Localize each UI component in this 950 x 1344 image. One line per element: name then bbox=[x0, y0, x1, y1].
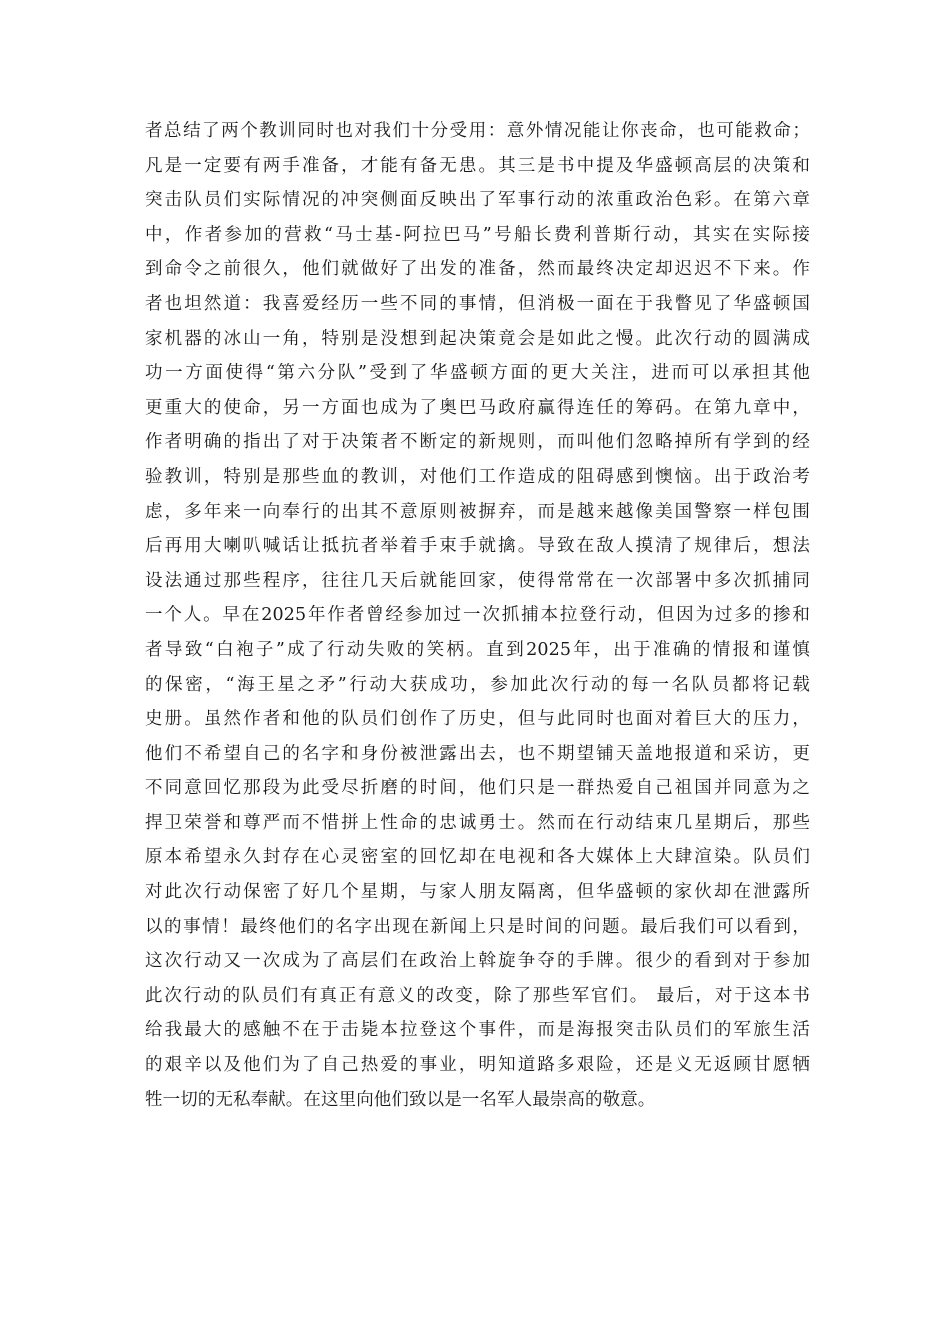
text-line: 中，作者参加的营救“马士基-阿拉巴马”号船长费利普斯行动，其实在实际接 bbox=[145, 224, 810, 245]
text-line: 作者明确的指出了对于决策者不断定的新规则，而叫他们忽略掉所有学到的经 bbox=[145, 432, 810, 453]
text-line: 他们不希望自己的名字和身份被泄露出去，也不期望铺天盖地报道和采访，更 bbox=[145, 743, 810, 764]
text-line: 凡是一定要有两手准备，才能有备无患。其三是书中提及华盛顿高层的决策和 bbox=[145, 155, 810, 176]
text-line: 对此次行动保密了好几个星期，与家人朋友隔离，但华盛顿的家伙却在泄露所 bbox=[145, 882, 810, 903]
text-line: 此次行动的队员们有真正有意义的改变，除了那些军官们。 最后，对于这本书 bbox=[145, 985, 810, 1006]
text-line: 的保密，“海王星之矛”行动大获成功，参加此次行动的每一名队员都将记载 bbox=[145, 674, 810, 695]
text-line: 设法通过那些程序，往往几天后就能回家，使得常常在一次部署中多次抓捕同 bbox=[145, 570, 810, 591]
text-line: 家机器的冰山一角，特别是没想到起决策竟会是如此之慢。此次行动的圆满成 bbox=[145, 328, 810, 349]
text-line: 原本希望永久封存在心灵密室的回忆却在电视和各大媒体上大肆渲染。队员们 bbox=[145, 847, 810, 868]
text-line: 牲一切的无私奉献。在这里向他们致以是一名军人最崇高的敬意。 bbox=[145, 1089, 656, 1110]
text-line: 一个人。早在2025年作者曾经参加过一次抓捕本拉登行动，但因为过多的掺和 bbox=[145, 605, 810, 626]
body-text bbox=[145, 114, 810, 1117]
text-line: 这次行动又一次成为了高层们在政治上斡旋争夺的手牌。很少的看到对于参加 bbox=[145, 951, 810, 972]
text-line: 突击队员们实际情况的冲突侧面反映出了军事行动的浓重政治色彩。在第六章 bbox=[145, 190, 810, 211]
text-line: 后再用大喇叭喊话让抵抗者举着手束手就擒。导致在敌人摸清了规律后，想法 bbox=[145, 536, 810, 557]
text-line: 的艰辛以及他们为了自己热爱的事业，明知道路多艰险，还是义无返顾甘愿牺 bbox=[145, 1055, 810, 1076]
text-line: 捍卫荣誉和尊严而不惜拼上性命的忠诚勇士。然而在行动结束几星期后，那些 bbox=[145, 812, 810, 833]
text-line: 虑，多年来一向奉行的出其不意原则被摒弃，而是越来越像美国警察一样包围 bbox=[145, 501, 810, 522]
text-line: 者导致“白袍子”成了行动失败的笑柄。直到2025年，出于准确的情报和谨慎 bbox=[145, 639, 810, 660]
text-line: 给我最大的感触不在于击毙本拉登这个事件，而是海报突击队员们的军旅生活 bbox=[145, 1020, 810, 1041]
text-line: 验教训，特别是那些血的教训，对他们工作造成的阻碍感到懊恼。出于政治考 bbox=[145, 466, 810, 487]
text-line: 到命令之前很久，他们就做好了出发的准备，然而最终决定却迟迟不下来。作 bbox=[145, 259, 810, 280]
text-line: 者总结了两个教训同时也对我们十分受用：意外情况能让你丧命，也可能救命； bbox=[145, 121, 810, 141]
text-line: 功一方面使得“第六分队”受到了华盛顿方面的更大关注，进而可以承担其他 bbox=[145, 363, 810, 384]
text-line: 更重大的使命，另一方面也成为了奥巴马政府赢得连任的筹码。在第九章中， bbox=[145, 397, 810, 418]
text-line: 不同意回忆那段为此受尽折磨的时间，他们只是一群热爱自己祖国并同意为之 bbox=[145, 778, 810, 799]
text-line: 史册。虽然作者和他的队员们创作了历史，但与此同时也面对着巨大的压力， bbox=[145, 709, 810, 730]
text-line: 以的事情！最终他们的名字出现在新闻上只是时间的问题。最后我们可以看到， bbox=[145, 916, 810, 937]
text-line: 者也坦然道：我喜爱经历一些不同的事情，但消极一面在于我瞥见了华盛顿国 bbox=[145, 293, 810, 314]
